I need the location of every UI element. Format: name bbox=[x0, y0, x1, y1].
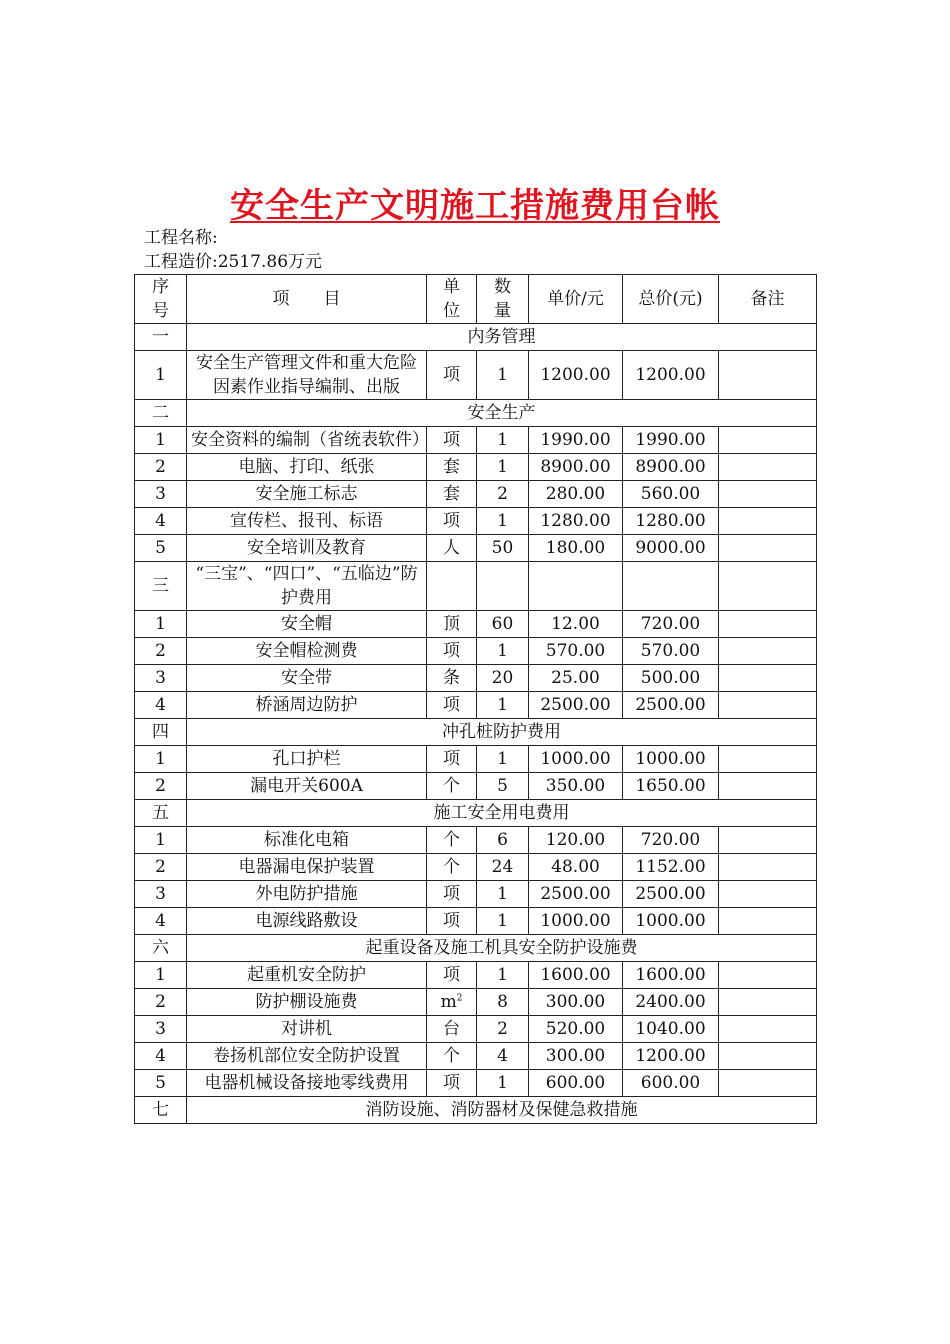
table-row bbox=[135, 908, 817, 935]
row-remark bbox=[719, 481, 817, 508]
table-row bbox=[135, 989, 817, 1016]
row-unit bbox=[427, 962, 477, 989]
row-unit bbox=[427, 746, 477, 773]
row-total: 2500.00 bbox=[623, 692, 719, 719]
table-row bbox=[135, 746, 817, 773]
header-qty: 数量 bbox=[477, 275, 529, 324]
row-unit-text: 个 bbox=[443, 830, 460, 850]
row-unit-text: 台 bbox=[443, 1019, 460, 1039]
row-unit-price: 520.00 bbox=[529, 1016, 623, 1043]
row-unit-text: 项 bbox=[443, 1073, 460, 1093]
table-row bbox=[135, 827, 817, 854]
row-total: 9000.00 bbox=[623, 535, 719, 562]
row-number: 4 bbox=[135, 1043, 187, 1070]
row-total: 720.00 bbox=[623, 827, 719, 854]
section-number: 六 bbox=[135, 935, 187, 962]
table-row bbox=[135, 854, 817, 881]
row-unit bbox=[427, 638, 477, 665]
row-item: 电器机械设备接地零线费用 bbox=[187, 1070, 427, 1097]
row-quantity: 1 bbox=[477, 454, 529, 481]
row-number: 2 bbox=[135, 989, 187, 1016]
row-unit-price: 1990.00 bbox=[529, 427, 623, 454]
table-row bbox=[135, 611, 817, 638]
cost-ledger-table bbox=[134, 274, 817, 1124]
empty-cell bbox=[719, 562, 817, 611]
row-unit-text: 个 bbox=[443, 857, 460, 877]
table-row bbox=[135, 773, 817, 800]
row-unit-price: 1200.00 bbox=[529, 351, 623, 400]
row-item: 外电防护措施 bbox=[187, 881, 427, 908]
row-unit-price: 2500.00 bbox=[529, 881, 623, 908]
row-unit bbox=[427, 1043, 477, 1070]
row-unit bbox=[427, 881, 477, 908]
row-remark bbox=[719, 351, 817, 400]
row-quantity: 1 bbox=[477, 351, 529, 400]
row-remark bbox=[719, 692, 817, 719]
row-total: 1990.00 bbox=[623, 427, 719, 454]
row-item: 安全资料的编制（省统表软件） bbox=[187, 427, 427, 454]
row-quantity: 2 bbox=[477, 481, 529, 508]
project-cost: 工程造价:2517.86万元 bbox=[144, 252, 323, 272]
row-quantity: 8 bbox=[477, 989, 529, 1016]
section-row bbox=[135, 324, 817, 351]
row-remark bbox=[719, 427, 817, 454]
row-unit-text: 人 bbox=[443, 538, 460, 558]
row-unit-text: 项 bbox=[443, 965, 460, 985]
table-row bbox=[135, 1070, 817, 1097]
row-number: 1 bbox=[135, 611, 187, 638]
row-unit bbox=[427, 508, 477, 535]
row-number: 1 bbox=[135, 351, 187, 400]
row-unit-price: 180.00 bbox=[529, 535, 623, 562]
row-number: 2 bbox=[135, 638, 187, 665]
row-unit-price: 300.00 bbox=[529, 989, 623, 1016]
row-quantity: 5 bbox=[477, 773, 529, 800]
row-number: 4 bbox=[135, 508, 187, 535]
table-row bbox=[135, 1043, 817, 1070]
row-remark bbox=[719, 827, 817, 854]
row-item: 安全带 bbox=[187, 665, 427, 692]
row-item: 安全帽 bbox=[187, 611, 427, 638]
table-row bbox=[135, 692, 817, 719]
row-unit-price: 8900.00 bbox=[529, 454, 623, 481]
row-unit-text: m bbox=[440, 992, 457, 1012]
table-row bbox=[135, 535, 817, 562]
row-number: 1 bbox=[135, 827, 187, 854]
row-unit-price: 1000.00 bbox=[529, 746, 623, 773]
row-item: 标准化电箱 bbox=[187, 827, 427, 854]
section-number: 三 bbox=[135, 562, 187, 611]
row-remark bbox=[719, 908, 817, 935]
header-unit-price: 单价/元 bbox=[529, 275, 623, 324]
section-name: 冲孔桩防护费用 bbox=[187, 719, 817, 746]
section-name: 施工安全用电费用 bbox=[187, 800, 817, 827]
header-seq: 序号 bbox=[135, 275, 187, 324]
row-unit-price: 350.00 bbox=[529, 773, 623, 800]
row-unit-price: 300.00 bbox=[529, 1043, 623, 1070]
row-item: 对讲机 bbox=[187, 1016, 427, 1043]
table-row bbox=[135, 508, 817, 535]
header-unit: 单位 bbox=[427, 275, 477, 324]
row-quantity: 1 bbox=[477, 427, 529, 454]
row-item: 防护棚设施费 bbox=[187, 989, 427, 1016]
section-number: 二 bbox=[135, 400, 187, 427]
row-item: 电脑、打印、纸张 bbox=[187, 454, 427, 481]
row-unit-text: 项 bbox=[443, 641, 460, 661]
row-unit-price: 600.00 bbox=[529, 1070, 623, 1097]
row-quantity: 50 bbox=[477, 535, 529, 562]
row-number: 3 bbox=[135, 1016, 187, 1043]
row-unit-price: 1000.00 bbox=[529, 908, 623, 935]
table-row bbox=[135, 1016, 817, 1043]
row-unit-price: 12.00 bbox=[529, 611, 623, 638]
row-quantity: 60 bbox=[477, 611, 529, 638]
project-name: 工程名称: bbox=[144, 228, 218, 248]
row-unit bbox=[427, 611, 477, 638]
row-number: 2 bbox=[135, 854, 187, 881]
row-number: 1 bbox=[135, 427, 187, 454]
row-remark bbox=[719, 638, 817, 665]
table-row bbox=[135, 881, 817, 908]
row-quantity: 1 bbox=[477, 692, 529, 719]
header-row bbox=[135, 275, 817, 324]
row-quantity: 1 bbox=[477, 881, 529, 908]
header-item: 项 目 bbox=[187, 275, 427, 324]
row-remark bbox=[719, 746, 817, 773]
row-item: 电器漏电保护装置 bbox=[187, 854, 427, 881]
row-total: 500.00 bbox=[623, 665, 719, 692]
row-item: 宣传栏、报刊、标语 bbox=[187, 508, 427, 535]
row-unit-text: 条 bbox=[443, 668, 460, 688]
section-number: 五 bbox=[135, 800, 187, 827]
row-unit-price: 25.00 bbox=[529, 665, 623, 692]
row-quantity: 24 bbox=[477, 854, 529, 881]
section-name: 安全生产 bbox=[187, 400, 817, 427]
row-total: 1280.00 bbox=[623, 508, 719, 535]
row-total: 600.00 bbox=[623, 1070, 719, 1097]
row-number: 4 bbox=[135, 692, 187, 719]
row-unit bbox=[427, 989, 477, 1016]
row-remark bbox=[719, 1016, 817, 1043]
row-item: 卷扬机部位安全防护设置 bbox=[187, 1043, 427, 1070]
row-item: 安全施工标志 bbox=[187, 481, 427, 508]
row-total: 1152.00 bbox=[623, 854, 719, 881]
row-number: 4 bbox=[135, 908, 187, 935]
row-unit-text: 顶 bbox=[443, 614, 460, 634]
row-remark bbox=[719, 989, 817, 1016]
row-total: 570.00 bbox=[623, 638, 719, 665]
row-remark bbox=[719, 854, 817, 881]
section-number: 七 bbox=[135, 1097, 187, 1124]
row-unit-price: 48.00 bbox=[529, 854, 623, 881]
row-remark bbox=[719, 962, 817, 989]
section-name: 起重设备及施工机具安全防护设施费 bbox=[187, 935, 817, 962]
row-number: 3 bbox=[135, 665, 187, 692]
row-unit bbox=[427, 351, 477, 400]
row-remark bbox=[719, 1070, 817, 1097]
row-unit-text: 个 bbox=[443, 776, 460, 796]
header-remark: 备注 bbox=[719, 275, 817, 324]
row-unit-price: 1600.00 bbox=[529, 962, 623, 989]
row-quantity: 1 bbox=[477, 746, 529, 773]
row-unit-price: 2500.00 bbox=[529, 692, 623, 719]
row-total: 1200.00 bbox=[623, 351, 719, 400]
table-row bbox=[135, 427, 817, 454]
row-quantity: 1 bbox=[477, 908, 529, 935]
section-name: 内务管理 bbox=[187, 324, 817, 351]
row-number: 5 bbox=[135, 535, 187, 562]
row-number: 3 bbox=[135, 481, 187, 508]
row-total: 2500.00 bbox=[623, 881, 719, 908]
row-total: 1650.00 bbox=[623, 773, 719, 800]
row-unit bbox=[427, 665, 477, 692]
row-quantity: 1 bbox=[477, 638, 529, 665]
row-quantity: 6 bbox=[477, 827, 529, 854]
row-quantity: 2 bbox=[477, 1016, 529, 1043]
empty-cell bbox=[623, 562, 719, 611]
row-number: 1 bbox=[135, 962, 187, 989]
document-title: 安全生产文明施工措施费用台帐 bbox=[230, 186, 720, 226]
row-item: 安全生产管理文件和重大危险因素作业指导编制、出版 bbox=[187, 351, 427, 400]
row-item: 桥涵周边防护 bbox=[187, 692, 427, 719]
row-unit-text: 项 bbox=[443, 511, 460, 531]
row-quantity: 20 bbox=[477, 665, 529, 692]
row-total: 1600.00 bbox=[623, 962, 719, 989]
row-remark bbox=[719, 508, 817, 535]
row-unit bbox=[427, 908, 477, 935]
row-remark bbox=[719, 535, 817, 562]
row-total: 560.00 bbox=[623, 481, 719, 508]
row-remark bbox=[719, 1043, 817, 1070]
row-item: 安全帽检测费 bbox=[187, 638, 427, 665]
row-quantity: 1 bbox=[477, 962, 529, 989]
row-total: 720.00 bbox=[623, 611, 719, 638]
table-row bbox=[135, 481, 817, 508]
row-remark bbox=[719, 611, 817, 638]
section-number: 一 bbox=[135, 324, 187, 351]
table-row bbox=[135, 962, 817, 989]
row-unit-price: 120.00 bbox=[529, 827, 623, 854]
empty-cell bbox=[477, 562, 529, 611]
table-row bbox=[135, 665, 817, 692]
row-number: 1 bbox=[135, 746, 187, 773]
row-unit bbox=[427, 1016, 477, 1043]
row-item: 漏电开关600A bbox=[187, 773, 427, 800]
row-number: 2 bbox=[135, 773, 187, 800]
row-unit-price: 1280.00 bbox=[529, 508, 623, 535]
table-row bbox=[135, 454, 817, 481]
unit-superscript: 2 bbox=[456, 993, 463, 1004]
row-item: 电源线路敷设 bbox=[187, 908, 427, 935]
row-total: 8900.00 bbox=[623, 454, 719, 481]
row-unit bbox=[427, 773, 477, 800]
row-total: 2400.00 bbox=[623, 989, 719, 1016]
row-remark bbox=[719, 665, 817, 692]
row-unit-text: 项 bbox=[443, 695, 460, 715]
header-total: 总价(元) bbox=[623, 275, 719, 324]
section-row bbox=[135, 400, 817, 427]
row-total: 1040.00 bbox=[623, 1016, 719, 1043]
row-unit-text: 个 bbox=[443, 1046, 460, 1066]
row-unit-text: 项 bbox=[443, 749, 460, 769]
row-item: 安全培训及教育 bbox=[187, 535, 427, 562]
empty-cell bbox=[427, 562, 477, 611]
section-name: “三宝”、“四口”、“五临边”防护费用 bbox=[187, 562, 427, 611]
row-unit bbox=[427, 481, 477, 508]
row-unit-price: 280.00 bbox=[529, 481, 623, 508]
row-number: 5 bbox=[135, 1070, 187, 1097]
row-quantity: 1 bbox=[477, 508, 529, 535]
row-total: 1000.00 bbox=[623, 746, 719, 773]
row-remark bbox=[719, 773, 817, 800]
row-quantity: 1 bbox=[477, 1070, 529, 1097]
section-row bbox=[135, 719, 817, 746]
row-unit-text: 项 bbox=[443, 365, 460, 385]
section-row bbox=[135, 562, 817, 611]
row-unit bbox=[427, 854, 477, 881]
row-unit bbox=[427, 827, 477, 854]
row-total: 1200.00 bbox=[623, 1043, 719, 1070]
table-row bbox=[135, 638, 817, 665]
row-item: 起重机安全防护 bbox=[187, 962, 427, 989]
table-row bbox=[135, 351, 817, 400]
row-unit bbox=[427, 692, 477, 719]
row-unit bbox=[427, 427, 477, 454]
row-remark bbox=[719, 454, 817, 481]
empty-cell bbox=[529, 562, 623, 611]
row-unit-text: 项 bbox=[443, 884, 460, 904]
section-row bbox=[135, 800, 817, 827]
row-remark bbox=[719, 881, 817, 908]
row-quantity: 4 bbox=[477, 1043, 529, 1070]
row-number: 2 bbox=[135, 454, 187, 481]
section-row bbox=[135, 1097, 817, 1124]
row-unit-price: 570.00 bbox=[529, 638, 623, 665]
section-name: 消防设施、消防器材及保健急救措施 bbox=[187, 1097, 817, 1124]
row-unit-text: 套 bbox=[443, 457, 460, 477]
section-row bbox=[135, 935, 817, 962]
row-unit bbox=[427, 454, 477, 481]
row-item: 孔口护栏 bbox=[187, 746, 427, 773]
row-unit-text: 套 bbox=[443, 484, 460, 504]
row-unit-text: 项 bbox=[443, 430, 460, 450]
row-unit-text: 项 bbox=[443, 911, 460, 931]
row-total: 1000.00 bbox=[623, 908, 719, 935]
section-number: 四 bbox=[135, 719, 187, 746]
row-number: 3 bbox=[135, 881, 187, 908]
row-unit bbox=[427, 535, 477, 562]
row-unit bbox=[427, 1070, 477, 1097]
